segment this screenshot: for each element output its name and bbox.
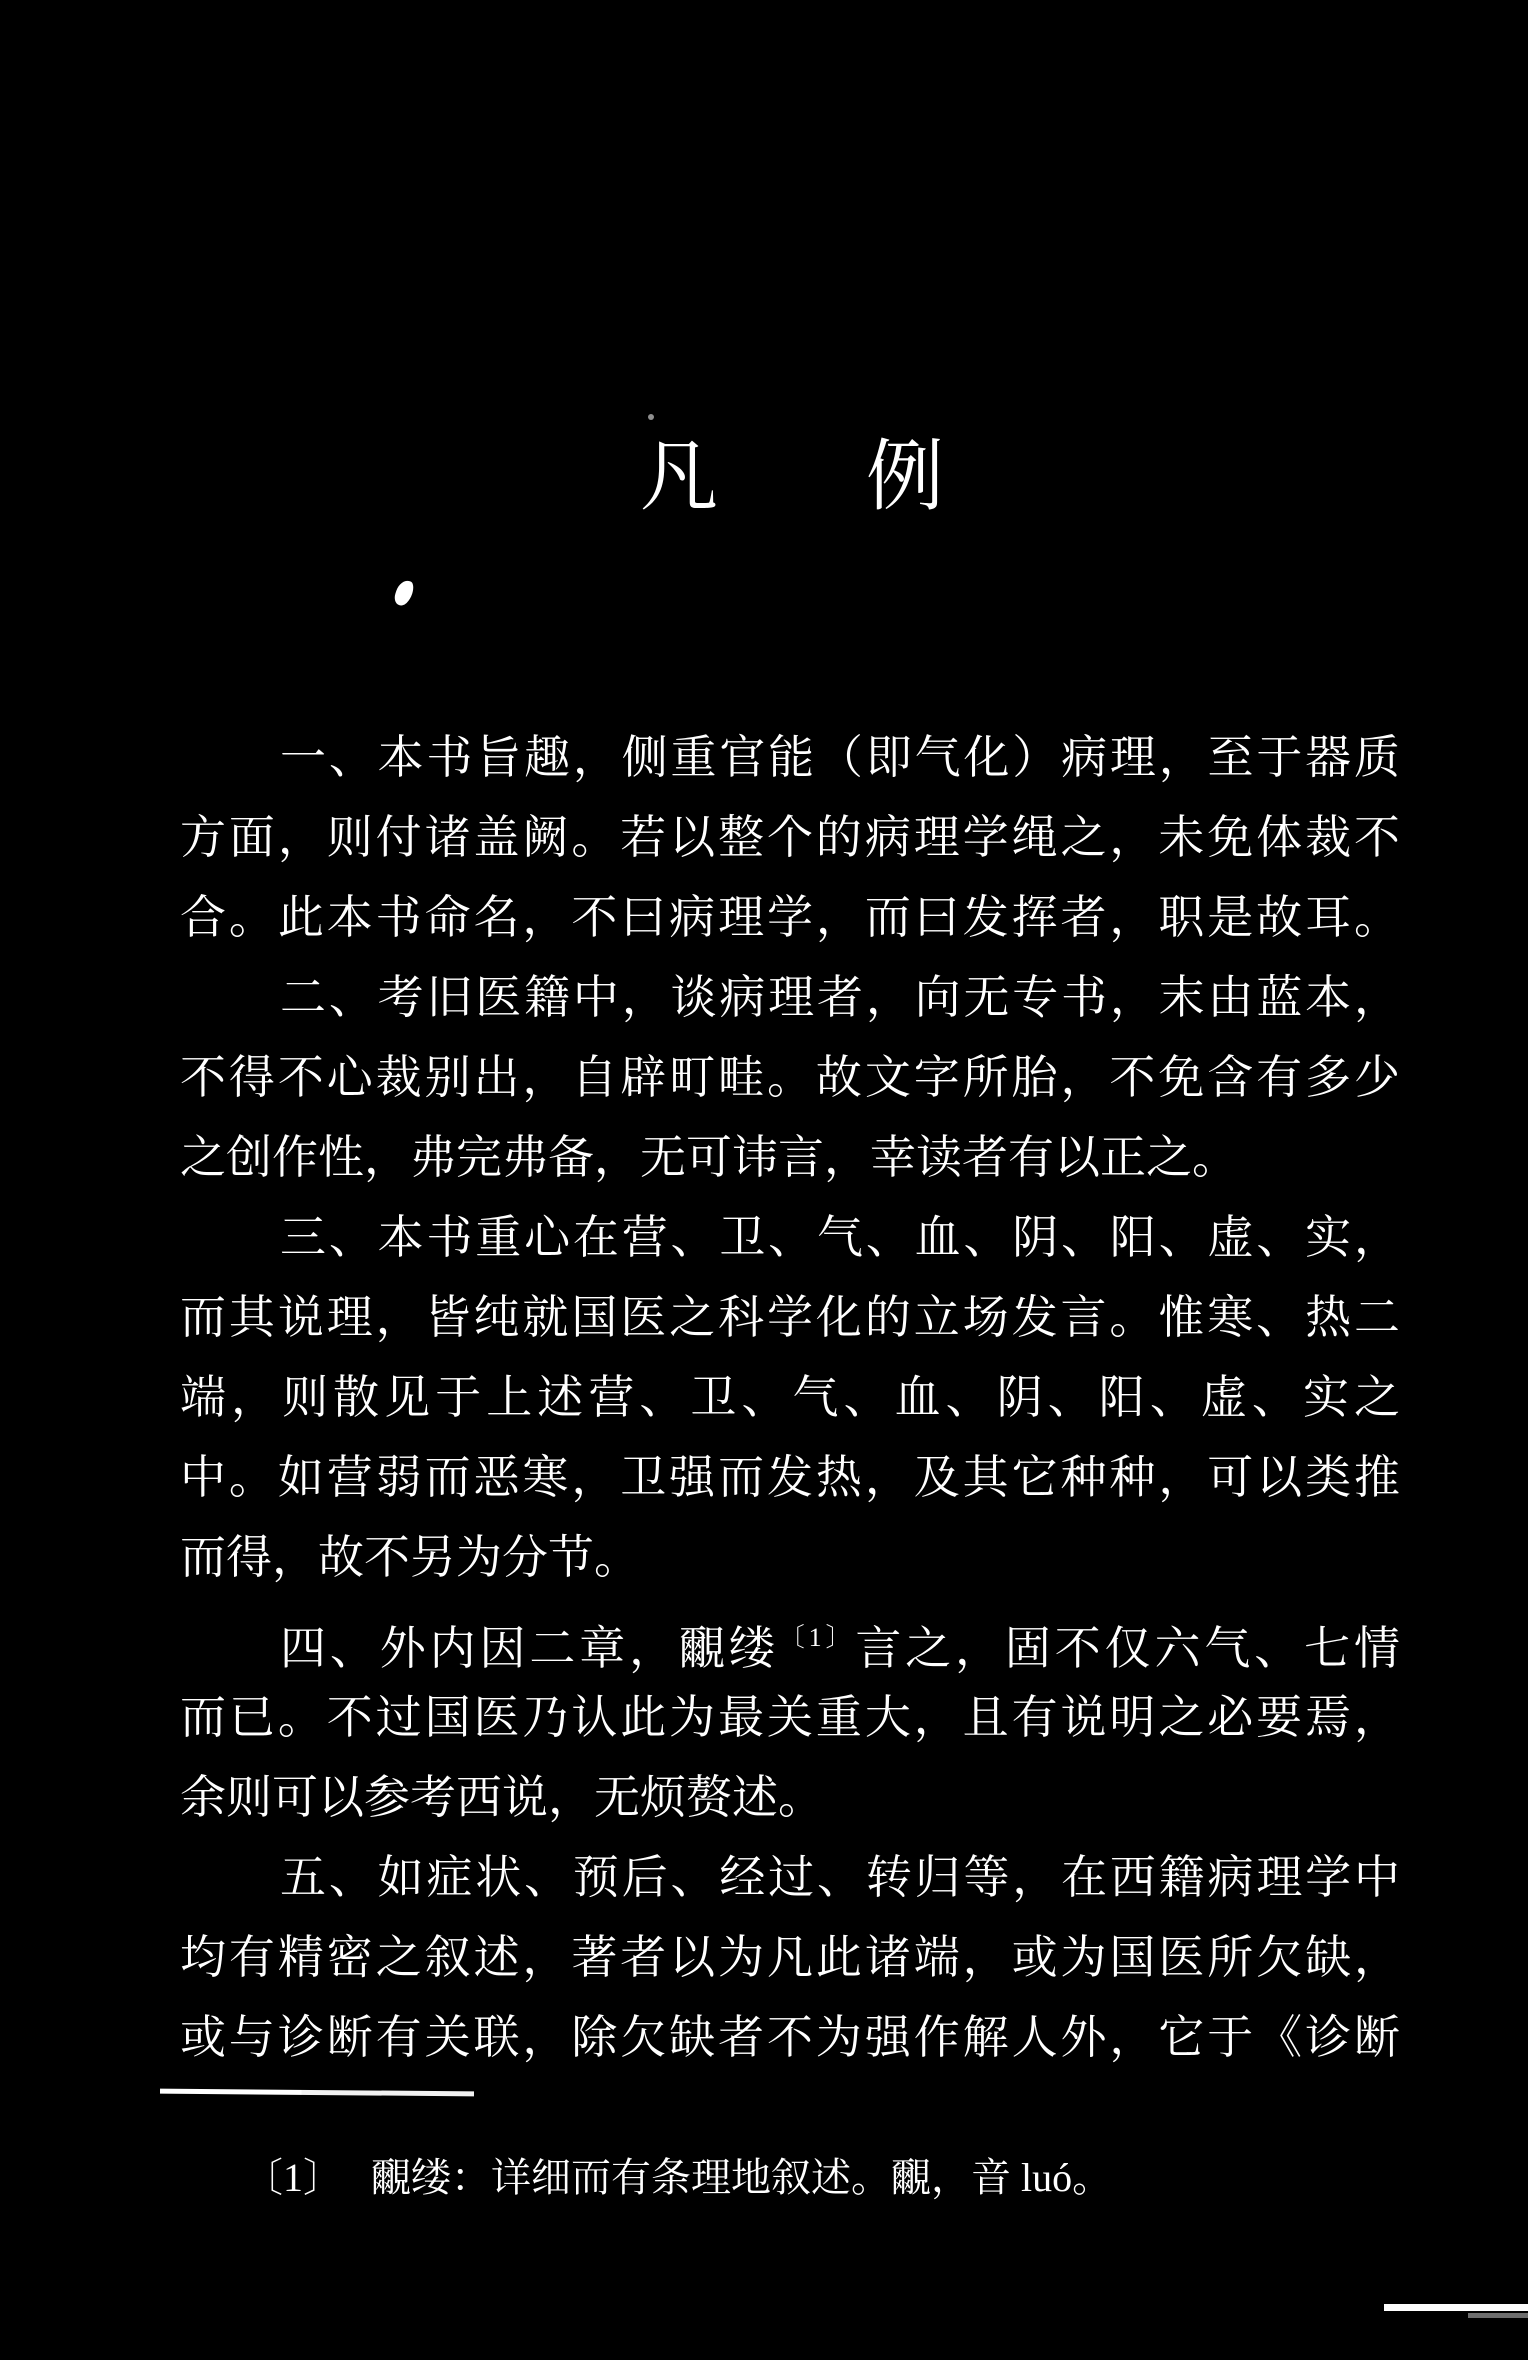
text-line-2: 方面，则付诸盖阙。若以整个的病理学绳之，未免体裁不 xyxy=(180,812,1400,863)
line-12-pre: 四、外内因二章，覼缕 xyxy=(280,1623,779,1674)
text-line-11: 而得，故不另为分节。 xyxy=(180,1532,640,1583)
footnote xyxy=(243,2150,1343,2206)
text-line-14: 余则可以参考西说，无烦赘述。 xyxy=(180,1772,824,1823)
text-line-5: 不得不心裁别出，自辟町畦。故文字所胎，不免含有多少 xyxy=(180,1052,1400,1103)
text-line-8: 而其说理，皆纯就国医之科学化的立场发言。惟寒、热二 xyxy=(180,1292,1400,1343)
text-line-13: 而已。不过国医乃认此为最关重大，且有说明之必要焉， xyxy=(180,1692,1400,1743)
stray-comma-mark xyxy=(392,578,415,608)
text-line-1: 一、本书旨趣，侧重官能（即气化）病理，至于器质 xyxy=(280,732,1400,783)
text-line-3: 合。此本书命名，不曰病理学，而曰发挥者，职是故耳。 xyxy=(180,892,1400,943)
title-char-fan: 凡 xyxy=(640,433,719,520)
footnote-text: 覼缕：详细而有条理地叙述。覼，音 luó。 xyxy=(371,2155,1113,2200)
text-line-6: 之创作性，弗完弗备，无可讳言，幸读者有以正之。 xyxy=(180,1132,1238,1183)
footnote-divider-line xyxy=(160,2089,474,2097)
text-line-10: 中。如营弱而恶寒，卫强而发热，及其它种种，可以类推 xyxy=(180,1452,1400,1503)
scan-artifact-smudge xyxy=(1468,2313,1528,2318)
page-title xyxy=(640,434,944,520)
footnote-marker: 〔1〕 xyxy=(243,2155,343,2200)
text-line-12 xyxy=(180,1598,1400,1678)
scan-speck xyxy=(648,414,654,420)
line-12-post: 言之，固不仅六气、七情 xyxy=(855,1623,1401,1674)
text-line-9: 端，则散见于上述营、卫、气、血、阴、阳、虚、实之 xyxy=(180,1372,1400,1423)
text-line-15: 五、如症状、预后、经过、转归等，在西籍病理学中 xyxy=(280,1852,1400,1903)
title-char-li: 例 xyxy=(866,433,945,520)
text-line-4: 二、考旧医籍中，谈病理者，向无专书，末由蓝本， xyxy=(280,972,1400,1023)
text-line-17: 或与诊断有关联，除欠缺者不为强作解人外，它于《诊断 xyxy=(180,2012,1400,2063)
text-line-16: 均有精密之叙述，著者以为凡此诸端，或为国医所欠缺， xyxy=(180,1932,1400,1983)
text-line-7: 三、本书重心在营、卫、气、血、阴、阳、虚、实， xyxy=(280,1212,1400,1263)
scan-artifact-line xyxy=(1384,2304,1528,2311)
footnote-reference-superscript: 〔1〕 xyxy=(778,1623,856,1652)
body-text xyxy=(180,718,1400,2078)
